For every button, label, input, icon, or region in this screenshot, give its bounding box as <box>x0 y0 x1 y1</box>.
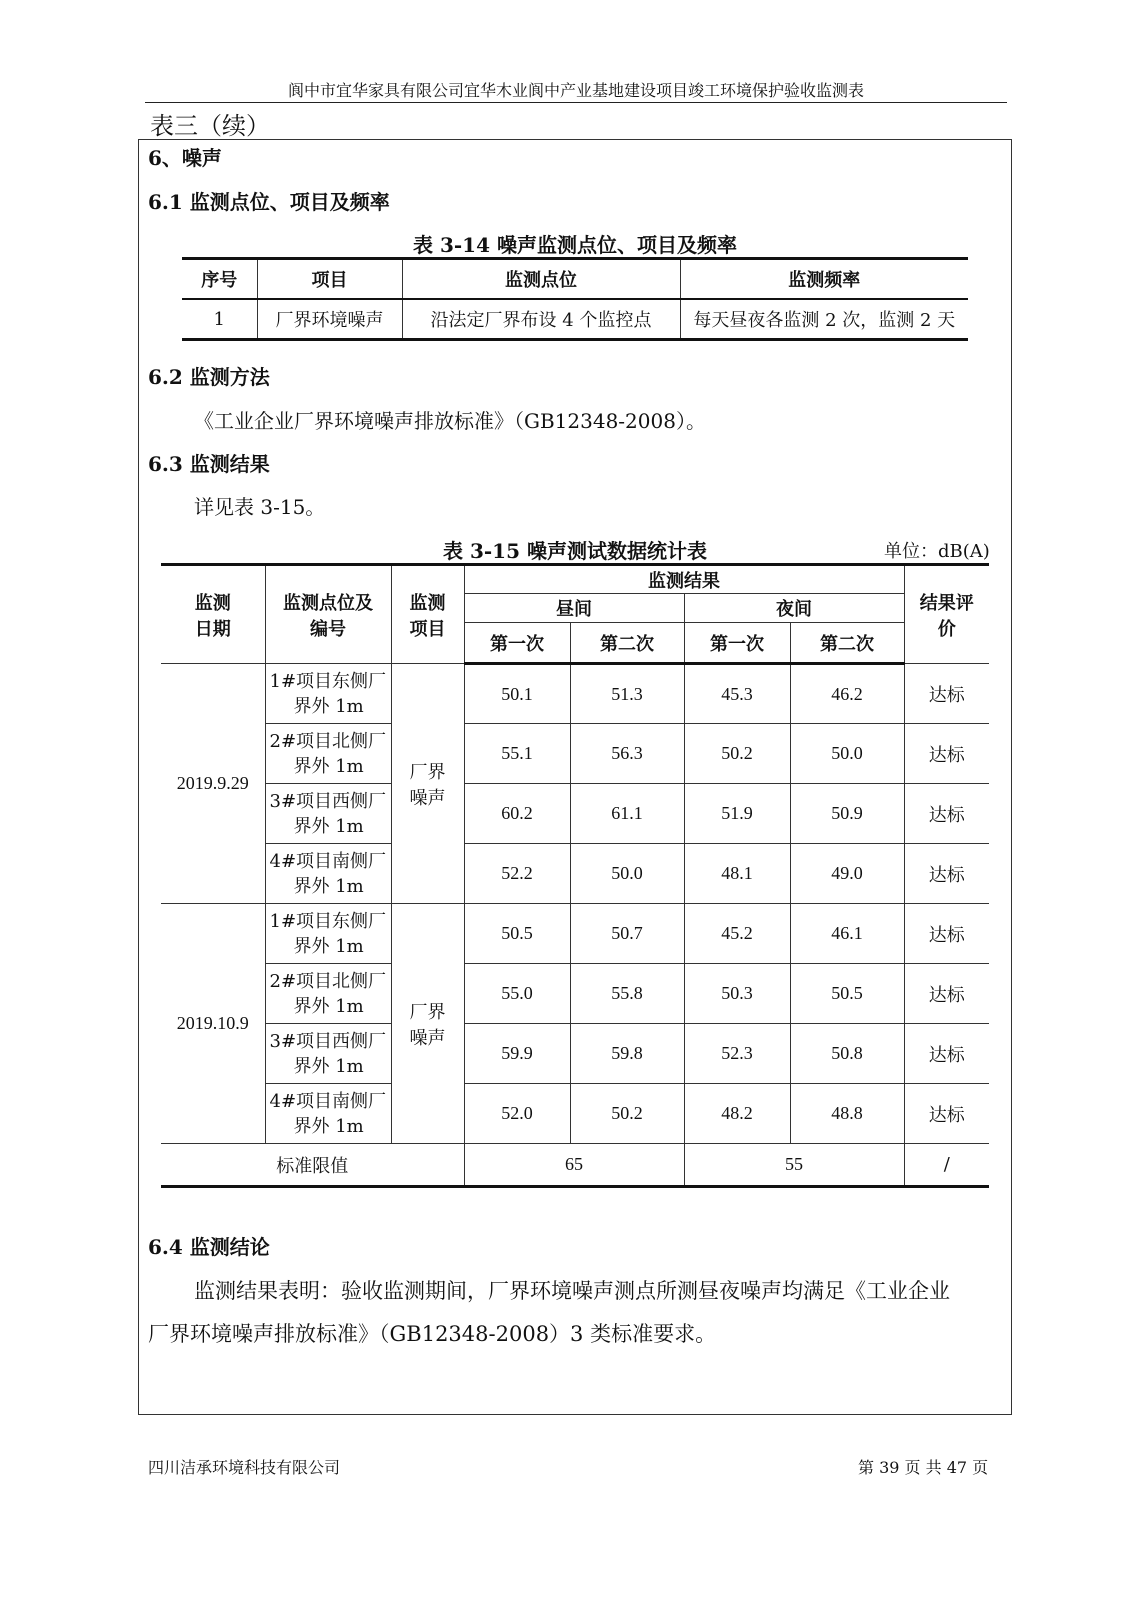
header-cell: 监测点位 <box>402 259 680 300</box>
location-cell: 1#项目东侧厂 界外 1m <box>265 664 391 724</box>
value-cell: 61.1 <box>570 784 684 844</box>
evaluation-cell: 达标 <box>904 784 989 844</box>
value-cell: 48.8 <box>790 1084 904 1144</box>
table-3-15-header-row <box>161 565 989 594</box>
value-cell: 56.3 <box>570 724 684 784</box>
section-6-2-text: 《工业企业厂界环境噪声排放标准》（GB12348-2008）。 <box>194 409 706 433</box>
value-cell: 50.8 <box>790 1024 904 1084</box>
location-cell: 4#项目南侧厂 界外 1m <box>265 844 391 904</box>
value-cell: 48.2 <box>684 1084 790 1144</box>
value-cell: 55.0 <box>464 964 570 1024</box>
table-row <box>161 904 989 964</box>
table-row <box>161 784 989 844</box>
table-row <box>161 964 989 1024</box>
table-cell: 1 <box>182 299 257 340</box>
location-cell: 4#项目南侧厂 界外 1m <box>265 1084 391 1144</box>
header-night-first: 第一次 <box>684 623 790 664</box>
value-cell: 46.2 <box>790 664 904 724</box>
value-cell: 55.8 <box>570 964 684 1024</box>
value-cell: 55.1 <box>464 724 570 784</box>
table-row <box>161 844 989 904</box>
table-row <box>161 1084 989 1144</box>
location-cell: 3#项目西侧厂 界外 1m <box>265 784 391 844</box>
header-rule <box>145 102 1007 103</box>
section-6-2-heading: 6.2 监测方法 <box>148 365 270 389</box>
section-6-3-heading: 6.3 监测结果 <box>148 452 270 476</box>
value-cell: 59.9 <box>464 1024 570 1084</box>
value-cell: 46.1 <box>790 904 904 964</box>
evaluation-cell: 达标 <box>904 964 989 1024</box>
value-cell: 45.3 <box>684 664 790 724</box>
header-location: 监测点位及 编号 <box>265 565 391 664</box>
header-date: 监测 日期 <box>161 565 265 664</box>
footer-company: 四川洁承环境科技有限公司 <box>148 1458 341 1477</box>
evaluation-cell: 达标 <box>904 1024 989 1084</box>
location-cell: 1#项目东侧厂 界外 1m <box>265 904 391 964</box>
value-cell: 50.3 <box>684 964 790 1024</box>
table-cell: 厂界环境噪声 <box>257 299 402 340</box>
limit-row <box>161 1144 989 1187</box>
value-cell: 52.0 <box>464 1084 570 1144</box>
limit-day: 65 <box>464 1144 684 1187</box>
section-6-4-text-line2: 厂界环境噪声排放标准》（GB12348-2008）3 类标准要求。 <box>148 1322 717 1346</box>
table-3-15-unit: 单位：dB(A) <box>884 541 990 562</box>
table-3-15-caption: 表 3-15 噪声测试数据统计表 <box>443 539 707 563</box>
value-cell: 52.3 <box>684 1024 790 1084</box>
table-3-14 <box>182 257 968 341</box>
page-header-title: 阆中市宜华家具有限公司宜华木业阆中产业基地建设项目竣工环境保护验收监测表 <box>287 81 864 100</box>
limit-evaluation: / <box>904 1144 989 1187</box>
footer-page-number: 第 39 页 共 47 页 <box>858 1458 989 1477</box>
value-cell: 50.7 <box>570 904 684 964</box>
header-cell: 项目 <box>257 259 402 300</box>
evaluation-cell: 达标 <box>904 904 989 964</box>
item-cell: 厂界 噪声 <box>391 904 464 1144</box>
evaluation-cell: 达标 <box>904 724 989 784</box>
value-cell: 50.2 <box>570 1084 684 1144</box>
table-3-15 <box>161 563 989 1188</box>
header-cell: 序号 <box>182 259 257 300</box>
table-row <box>161 724 989 784</box>
table-continued-label: 表三（续） <box>150 112 270 140</box>
item-cell: 厂界 噪声 <box>391 664 464 904</box>
header-day-first: 第一次 <box>464 623 570 664</box>
section-6-4-text-line1: 监测结果表明：验收监测期间，厂界环境噪声测点所测昼夜噪声均满足《工业企业 <box>194 1279 950 1303</box>
header-evaluation: 结果评 价 <box>904 565 989 664</box>
location-cell: 2#项目北侧厂 界外 1m <box>265 964 391 1024</box>
value-cell: 52.2 <box>464 844 570 904</box>
location-cell: 3#项目西侧厂 界外 1m <box>265 1024 391 1084</box>
location-cell: 2#项目北侧厂 界外 1m <box>265 724 391 784</box>
header-item: 监测 项目 <box>391 565 464 664</box>
header-day-second: 第二次 <box>570 623 684 664</box>
value-cell: 60.2 <box>464 784 570 844</box>
value-cell: 59.8 <box>570 1024 684 1084</box>
evaluation-cell: 达标 <box>904 844 989 904</box>
value-cell: 50.5 <box>790 964 904 1024</box>
value-cell: 51.9 <box>684 784 790 844</box>
table-row <box>182 299 968 340</box>
value-cell: 50.1 <box>464 664 570 724</box>
value-cell: 51.3 <box>570 664 684 724</box>
value-cell: 45.2 <box>684 904 790 964</box>
section-6-4-heading: 6.4 监测结论 <box>148 1235 270 1259</box>
value-cell: 50.0 <box>790 724 904 784</box>
section-6-3-text: 详见表 3-15。 <box>194 495 326 519</box>
limit-night: 55 <box>684 1144 904 1187</box>
header-results: 监测结果 <box>464 565 904 594</box>
evaluation-cell: 达标 <box>904 1084 989 1144</box>
header-cell: 监测频率 <box>680 259 968 300</box>
table-row <box>161 664 989 724</box>
table-3-14-caption: 表 3-14 噪声监测点位、项目及频率 <box>413 233 737 257</box>
section-6-heading: 6、噪声 <box>148 146 222 170</box>
value-cell: 50.2 <box>684 724 790 784</box>
table-row <box>161 1024 989 1084</box>
table-cell: 每天昼夜各监测 2 次，监测 2 天 <box>680 299 968 340</box>
date-cell: 2019.9.29 <box>161 664 265 904</box>
table-3-14-header-row <box>182 259 968 300</box>
value-cell: 50.9 <box>790 784 904 844</box>
header-night-second: 第二次 <box>790 623 904 664</box>
value-cell: 48.1 <box>684 844 790 904</box>
limit-label: 标准限值 <box>161 1144 464 1187</box>
value-cell: 50.0 <box>570 844 684 904</box>
table-cell: 沿法定厂界布设 4 个监控点 <box>402 299 680 340</box>
section-6-1-heading: 6.1 监测点位、项目及频率 <box>148 190 390 214</box>
header-night: 夜间 <box>684 594 904 623</box>
evaluation-cell: 达标 <box>904 664 989 724</box>
value-cell: 50.5 <box>464 904 570 964</box>
header-day: 昼间 <box>464 594 684 623</box>
value-cell: 49.0 <box>790 844 904 904</box>
date-cell: 2019.10.9 <box>161 904 265 1144</box>
